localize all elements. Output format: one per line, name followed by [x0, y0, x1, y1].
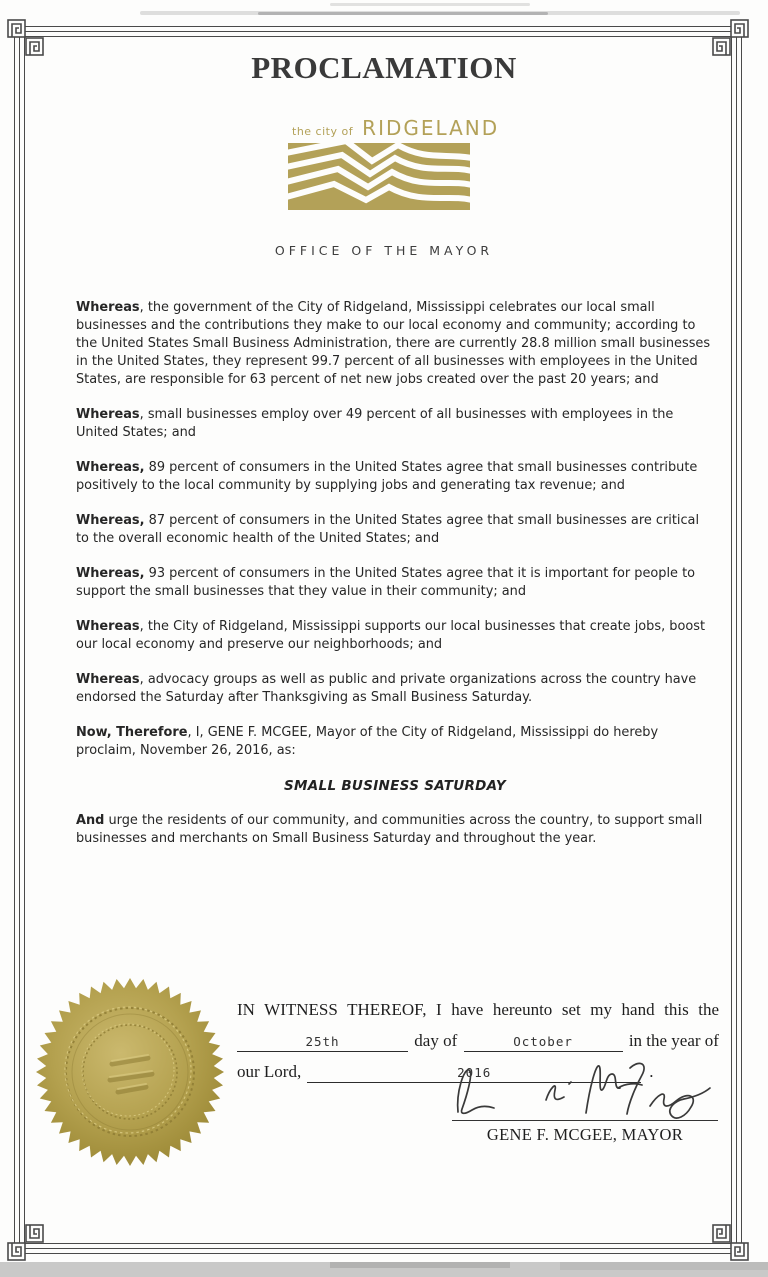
bottom-scan-edge	[0, 1262, 768, 1277]
now-therefore-paragraph: Now, Therefore, I, GENE F. MCGEE, Mayor of the City of Ridgeland, Mississippi do hereby proclaim, November 26, 2016, as:	[76, 725, 659, 758]
corner-ornament-icon	[6, 1216, 52, 1262]
city-logo	[288, 116, 500, 210]
whereas-paragraph: Whereas, 89 percent of consumers in the United States agree that small businesses contribute positively to the local community by supplying jobs and generating tax revenue; and	[76, 460, 698, 493]
seal-starburst	[36, 978, 224, 1166]
office-of-the-mayor: OFFICE OF THE MAYOR	[274, 243, 494, 258]
logo-city-name: RIDGELAND	[362, 116, 500, 140]
proclamation-subject: SMALL BUSINESS SATURDAY	[284, 778, 506, 794]
page-title: PROCLAMATION	[251, 50, 517, 85]
logo-pretext: the city of	[292, 125, 354, 138]
scan-artifact	[258, 12, 548, 15]
whereas-paragraph: Whereas, advocacy groups as well as public and private organizations across the country have endorsed the Saturday after Thanksgiving as Small Business Saturday.	[76, 672, 697, 705]
year-blank: 2016	[307, 1065, 641, 1083]
corner-ornament-icon	[704, 1216, 750, 1262]
whereas-paragraph: Whereas, small businesses employ over 49 percent of all businesses with employees in the United States; and	[76, 407, 674, 440]
whereas-paragraph: Whereas, the government of the City of Ridgeland, Mississippi celebrates our local small businesses and the contributions they make to our local economy and community; according to the United States Small Business Administration, there are currently 28.8 million small businesses in the United States, they represent 99.7 percent of all businesses with employees in the United States, are responsible for 63 percent of net new jobs created over the past 20 years; and	[76, 300, 711, 387]
day-of-label: day of	[414, 1031, 458, 1050]
whereas-paragraph: Whereas, 93 percent of consumers in the United States agree that it is important for people to support the small businesses that they value in their community; and	[76, 566, 696, 599]
our-lord-label: our Lord,	[237, 1062, 302, 1081]
month-blank: October	[464, 1034, 623, 1052]
scan-artifact	[330, 3, 530, 6]
period-mark: .	[649, 1062, 654, 1081]
year-suffix-label: in the year of	[628, 1031, 719, 1050]
proclamation-body	[76, 299, 714, 865]
day-blank: 25th	[237, 1034, 408, 1052]
whereas-paragraph: Whereas, 87 percent of consumers in the United States agree that small businesses are critical to the overall economic health of the United States; and	[76, 513, 700, 546]
signature-icon	[448, 1056, 720, 1126]
logo-waves-icon	[288, 143, 470, 210]
witness-date-line	[237, 1031, 719, 1052]
signature-line	[452, 1120, 718, 1121]
signer-name: GENE F. MCGEE, MAYOR	[486, 1125, 684, 1144]
logo-wordmark	[292, 116, 500, 140]
gold-seal-icon	[34, 976, 226, 1168]
witness-statement: IN WITNESS THEREOF, I have hereunto set my hand this the	[237, 1000, 719, 1019]
whereas-paragraph: Whereas, the City of Ridgeland, Mississippi supports our local businesses that create jobs, boost our local economy and preserve our neighborhoods; and	[76, 619, 705, 652]
closing-paragraph: And urge the residents of our community, and communities across the country, to support small businesses and merchants on Small Business Saturday and throughout the year.	[76, 813, 703, 846]
